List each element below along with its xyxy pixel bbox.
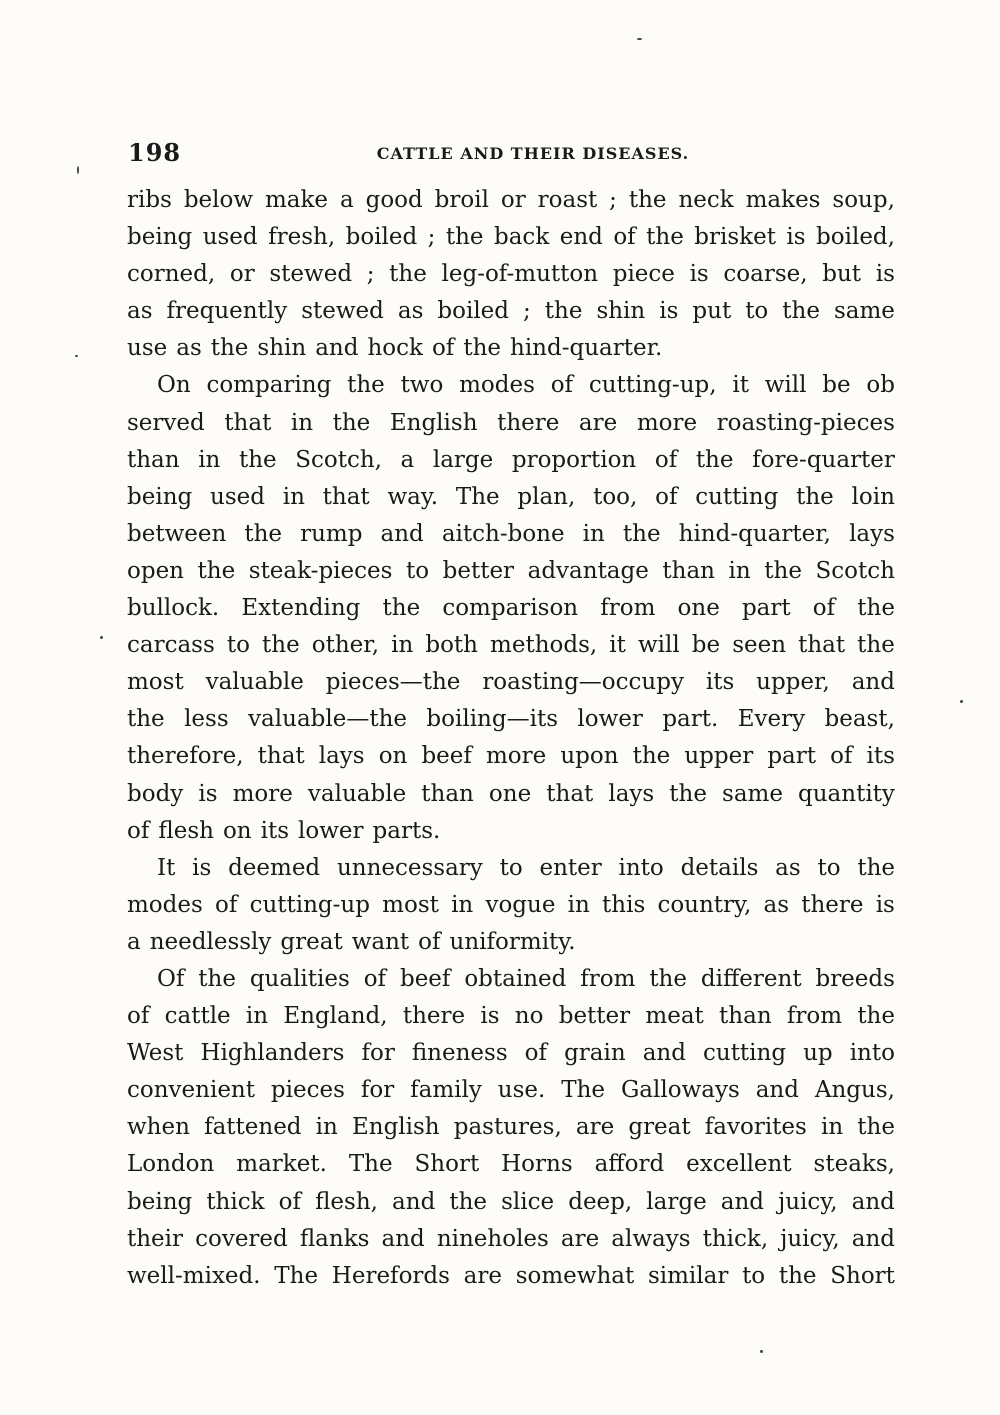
- text-line: corned, or stewed ; the leg-of-mutton piece is coarse, but is: [127, 261, 895, 288]
- text-line: On comparing the two modes of cutting-up, it will be ob: [157, 372, 895, 399]
- text-line: ribs below make a good broil or roast ; the neck makes soup,: [127, 187, 895, 213]
- text-line: It is deemed unnecessary to enter into details as to the: [157, 854, 895, 881]
- text-line: when fattened in English pastures, are great favorites in the: [127, 1114, 895, 1141]
- text-line: therefore, that lays on beef more upon the upper part of its: [127, 743, 895, 770]
- text-line: their covered flanks and nineholes are always thick, juicy, and: [127, 1225, 895, 1252]
- body-text: [127, 182, 895, 1295]
- text-line: between the rump and aitch-bone in the hind-quarter, lays: [127, 520, 895, 547]
- text-line: as frequently stewed as boiled ; the shin is put to the same: [127, 298, 895, 325]
- text-line: bullock. Extending the comparison from one part of the: [127, 595, 895, 622]
- text-line: of flesh on its lower parts.: [127, 817, 441, 844]
- scan-speck: [77, 166, 79, 174]
- running-head: CATTLE AND THEIR DISEASES.: [376, 144, 690, 163]
- text-line: being thick of flesh, and the slice deep, large and juicy, and: [127, 1188, 895, 1215]
- text-line: London market. The Short Horns afford excellent steaks,: [127, 1151, 895, 1178]
- text-line: a needlessly great want of uniformity.: [127, 928, 576, 955]
- scan-speck: [75, 355, 78, 357]
- text-line: carcass to the other, in both methods, it will be seen that the: [127, 632, 895, 659]
- scan-speck: [637, 38, 642, 40]
- text-line: body is more valuable than one that lays the same quantity: [127, 780, 895, 807]
- text-line: use as the shin and hock of the hind-quarter.: [127, 335, 663, 362]
- text-line: well-mixed. The Herefords are somewhat similar to the Short: [127, 1262, 895, 1289]
- text-line: modes of cutting-up most in vogue in this country, as there is: [127, 891, 895, 918]
- scan-speck: [760, 1350, 763, 1353]
- text-line: being used in that way. The plan, too, of cutting the loin: [127, 483, 895, 510]
- text-line: open the steak-pieces to better advantage than in the Scotch: [127, 557, 895, 584]
- page-header: [128, 138, 898, 170]
- text-line: most valuable pieces—the roasting—occupy its upper, and: [127, 669, 895, 696]
- text-line: the less valuable—the boiling—its lower part. Every beast,: [127, 706, 895, 733]
- text-line: convenient pieces for family use. The Galloways and Angus,: [127, 1077, 895, 1104]
- text-line: Of the qualities of beef obtained from the different breeds: [157, 965, 895, 992]
- text-line: of cattle in England, there is no better meat than from the: [127, 1003, 895, 1030]
- text-line: West Highlanders for fineness of grain and cutting up into: [127, 1040, 895, 1067]
- text-line: than in the Scotch, a large proportion of the fore-quarter: [127, 446, 895, 473]
- text-line: served that in the English there are more roasting-pieces: [127, 409, 895, 436]
- scan-speck: [100, 636, 103, 639]
- scan-speck: [960, 700, 963, 703]
- text-line: being used fresh, boiled ; the back end of the brisket is boiled,: [127, 224, 895, 251]
- page-number: 198: [128, 138, 182, 167]
